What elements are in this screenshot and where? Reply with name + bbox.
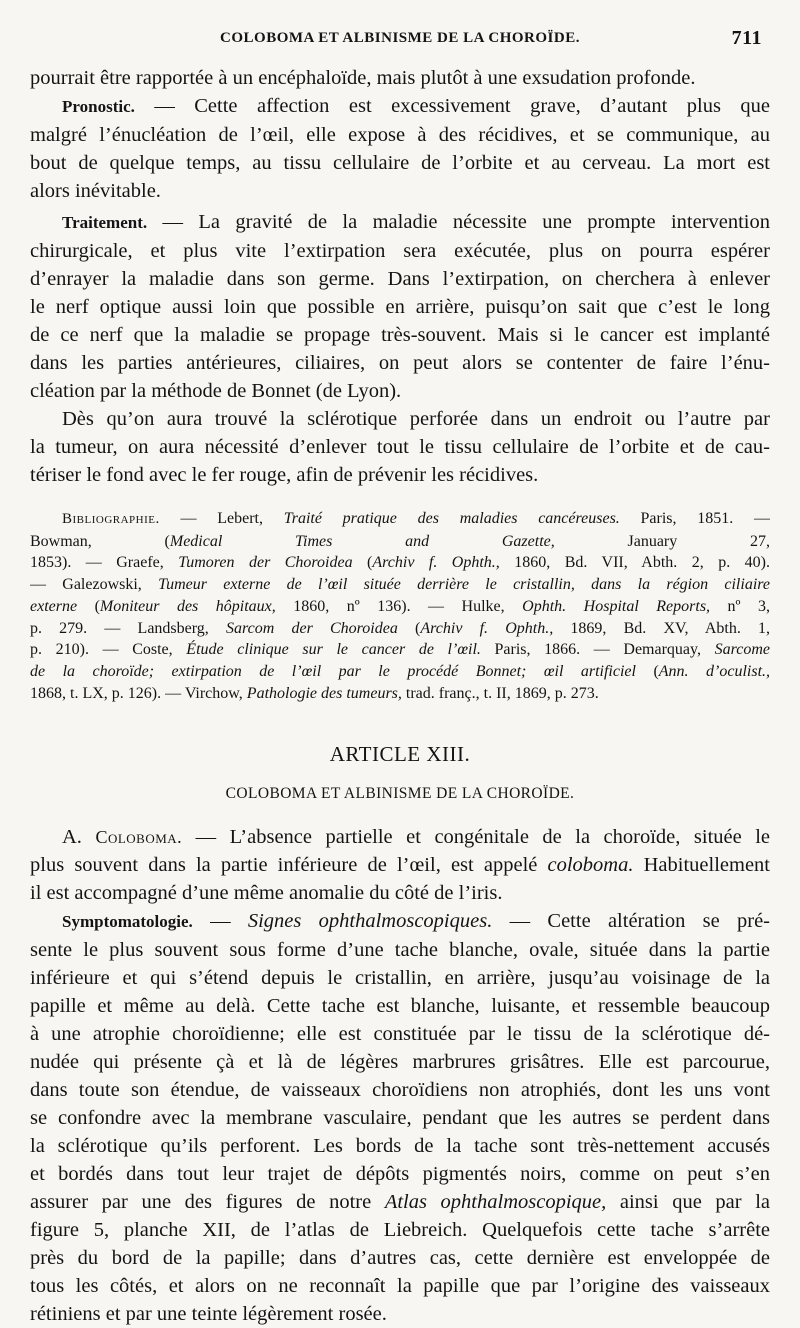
article-subtitle-wrap [30, 785, 770, 803]
text-run: ( [77, 597, 100, 615]
biblio-line [30, 531, 770, 553]
biblio-label: Bibliographie. [62, 511, 160, 527]
text-line: la tumeur, on aura nécessité d’enlever tout le tissu cellulaire de l’orbite et de cau- [30, 436, 770, 458]
biblio-line [30, 574, 770, 596]
text-line: figure 5, planche XII, de l’atlas de Liebreich. Quelquefois cette tache s’arrête [30, 1219, 770, 1242]
journal-title: Ophth. Hospital Reports, [522, 597, 711, 615]
book-title: de la choroïde; extirpation de l’œil par le procédé Bonnet; œil artificiel [30, 662, 636, 680]
book-title: Sarcome [714, 641, 770, 659]
text-run: 1860, nº 136). — Hulke, [275, 597, 523, 615]
text-run: 1869, Bd. XV, Abth. 1, [553, 619, 770, 637]
page-number: 711 [731, 27, 762, 49]
journal-title: Medical Times and Gazette, [169, 532, 555, 550]
bibliography [30, 508, 770, 704]
page-body [30, 64, 770, 1328]
biblio-line [30, 639, 770, 661]
text-run: — La gravité de la maladie nécessite une prompte intervention [147, 211, 770, 233]
section-label-pronostic: Pronostic. [62, 97, 135, 116]
text-line [30, 823, 770, 851]
text-line: se confondre avec la membrane vasculaire, pendant que les autres se perdent dans [30, 1107, 770, 1130]
text-line: malgré l’énucléation de l’œil, elle expose à des récidives, et se communique, au [30, 124, 770, 146]
text-line: cléation par la méthode de Bonnet (de Lyon). [30, 380, 402, 402]
text-run: ainsi que par la [606, 1191, 770, 1214]
text-line: tous les côtés, et alors on ne reconnaît la papille que par l’origine des vaisseaux [30, 1275, 770, 1298]
text-run: — [192, 910, 248, 933]
text-run: ( [397, 619, 421, 637]
text-run: Habituellement [633, 854, 770, 877]
book-title: Pathologie des tumeurs, [246, 684, 402, 702]
book-title: externe [30, 597, 78, 615]
journal-title: Ann. d’oculist., [658, 662, 770, 680]
biblio-line [30, 618, 770, 640]
text-line [30, 851, 770, 879]
text-run: 1860, Bd. VII, Abth. 2, p. 40). [499, 554, 770, 572]
biblio-line [30, 508, 770, 531]
section-label-coloboma: Coloboma. [95, 827, 183, 848]
text-run: A. [62, 826, 96, 849]
paragraph-pronostic [30, 92, 770, 205]
book-title: Tumoren der Choroidea [178, 554, 353, 572]
text-run: — Cette affection est excessivement grave, d’autant plus que [134, 95, 770, 117]
running-title: COLOBOMA ET ALBINISME DE LA CHOROÏDE. [220, 30, 580, 46]
article-heading [30, 742, 770, 767]
text-run: — Cette altération se pré- [492, 910, 770, 933]
text-line: de ce nerf que la maladie se propage très-souvent. Mais si le cancer est implanté [30, 324, 770, 346]
biblio-line [30, 683, 770, 705]
book-title: Traité pratique des maladies cancéreuses. [283, 510, 620, 527]
text-line: papille et même au delà. Cette tache est blanche, luisante, et ressemble beaucoup [30, 995, 770, 1018]
text-line: dans toute son étendue, de vaisseaux choroïdiens non atrophiés, dont les uns vont [30, 1079, 770, 1102]
text-line: Dès qu’on aura trouvé la sclérotique perforée dans un endroit ou l’autre par [62, 408, 770, 430]
article-number: ARTICLE XIII. [329, 742, 471, 767]
text-run: Bowman, [30, 532, 165, 550]
biblio-line [30, 661, 770, 683]
section-label-traitement: Traitement. [62, 213, 148, 232]
text-line: d’enrayer la maladie dans son germe. Dans l’extirpation, on cherchera à enlever [30, 268, 770, 290]
paragraph-coloboma [30, 823, 770, 907]
text-run: ( [635, 662, 659, 680]
text-line: la sclérotique qu’ils perforent. Les bords de la tache sont très-nettement accusés [30, 1135, 770, 1158]
text-run: Paris, 1866. — Demarquay, [480, 641, 715, 659]
text-line: à une atrophie choroïdienne; elle est constituée par le tissu de la sclérotique dé- [30, 1023, 770, 1046]
text-line: sente le plus souvent sous forme d’une tache blanche, ovale, située dans la partie [30, 939, 770, 962]
text-line [30, 92, 770, 121]
book-title: Tumeur externe de l’œil située derrière le cristallin, dans la région ciliaire [158, 576, 770, 594]
term: coloboma. [547, 854, 634, 877]
paragraph-traitement [30, 208, 770, 405]
journal-title: Archiv f. Ophth., [420, 619, 554, 637]
text-line: bout de quelque temps, au tissu cellulaire de l’orbite et au cerveau. La mort est [30, 152, 770, 174]
journal-title: Archiv f. Ophth., [372, 554, 500, 572]
journal-title: Moniteur des hôpitaux, [99, 597, 276, 615]
text-line: dans les parties antérieures, ciliaires, on peut alors se contenter de faire l’énu- [30, 352, 770, 374]
text-run: January 27, [554, 532, 770, 550]
text-line: alors inévitable. [30, 180, 161, 202]
text-line: pourrait être rapportée à un encéphaloïde, mais plutôt à une exsudation profonde. [30, 67, 696, 89]
book-title: Sarcom der Choroidea [226, 619, 398, 637]
text-run: ( [164, 532, 170, 550]
text-line: près du bord de la papille; dans d’autres cas, cette dernière est enveloppée de [30, 1247, 770, 1270]
biblio-line [30, 596, 770, 618]
text-run: — L’absence partielle et congénitale de la choroïde, située le [182, 826, 770, 849]
book-title: Atlas ophthalmoscopique, [384, 1191, 607, 1214]
text-run: 1868, t. LX, p. 126). — Virchow, [30, 684, 247, 702]
text-run: Paris, 1851. — [619, 510, 770, 527]
text-line [30, 1188, 770, 1216]
text-run: nº 3, [710, 597, 770, 615]
text-line: et bordés dans tout leur trajet de dépôts pigmentés noirs, comme on peut s’en [30, 1163, 770, 1186]
article-subtitle: COLOBOMA ET ALBINISME DE LA CHOROÏDE. [225, 785, 575, 803]
text-line [30, 907, 770, 936]
running-header [30, 27, 770, 56]
text-line: rétiniens et par une teinte légèrement rosée. [30, 1303, 387, 1326]
text-line: il est accompagné d’une même anomalie du côté de l’iris. [30, 882, 503, 905]
section-label-symptomatologie: Symptomatologie. [62, 912, 193, 932]
text-run: trad. franç., t. II, 1869, p. 273. [401, 684, 599, 702]
text-line: inférieure et qui s’étend depuis le cristallin, en arrière, jusqu’au voisinage de la [30, 967, 770, 990]
paragraph-symptomatologie [30, 907, 770, 1328]
term: Signes ophthalmoscopiques. [247, 910, 493, 933]
text-run: assurer par une des figures de notre [30, 1191, 385, 1214]
paragraph-continuation [30, 64, 770, 92]
text-run: p. 279. — Landsberg, [30, 619, 226, 637]
text-run: p. 210). — Coste, [30, 641, 187, 659]
text-line: nudée qui présente çà et là de légères marbrures grisâtres. Elle est parcourue, [30, 1051, 770, 1074]
text-line [30, 208, 770, 237]
paragraph-sclerotique [30, 405, 770, 489]
text-run: plus souvent dans la partie inférieure de l’œil, est appelé [30, 854, 548, 877]
text-line: le nerf optique aussi loin que possible en arrière, puisqu’on sait que c’est le long [30, 296, 770, 318]
text-run: ( [352, 554, 373, 572]
book-title: Étude clinique sur le cancer de l’œil. [186, 641, 481, 659]
text-line: chirurgicale, et plus vite l’extirpation sera exécutée, plus on pourra espérer [30, 240, 770, 262]
biblio-line [30, 552, 770, 574]
text-run: — Lebert, [159, 510, 284, 527]
text-line: tériser le fond avec le fer rouge, afin de prévenir les récidives. [30, 464, 539, 486]
text-run: — Galezowski, [30, 576, 159, 594]
text-run: 1853). — Graefe, [30, 554, 179, 572]
